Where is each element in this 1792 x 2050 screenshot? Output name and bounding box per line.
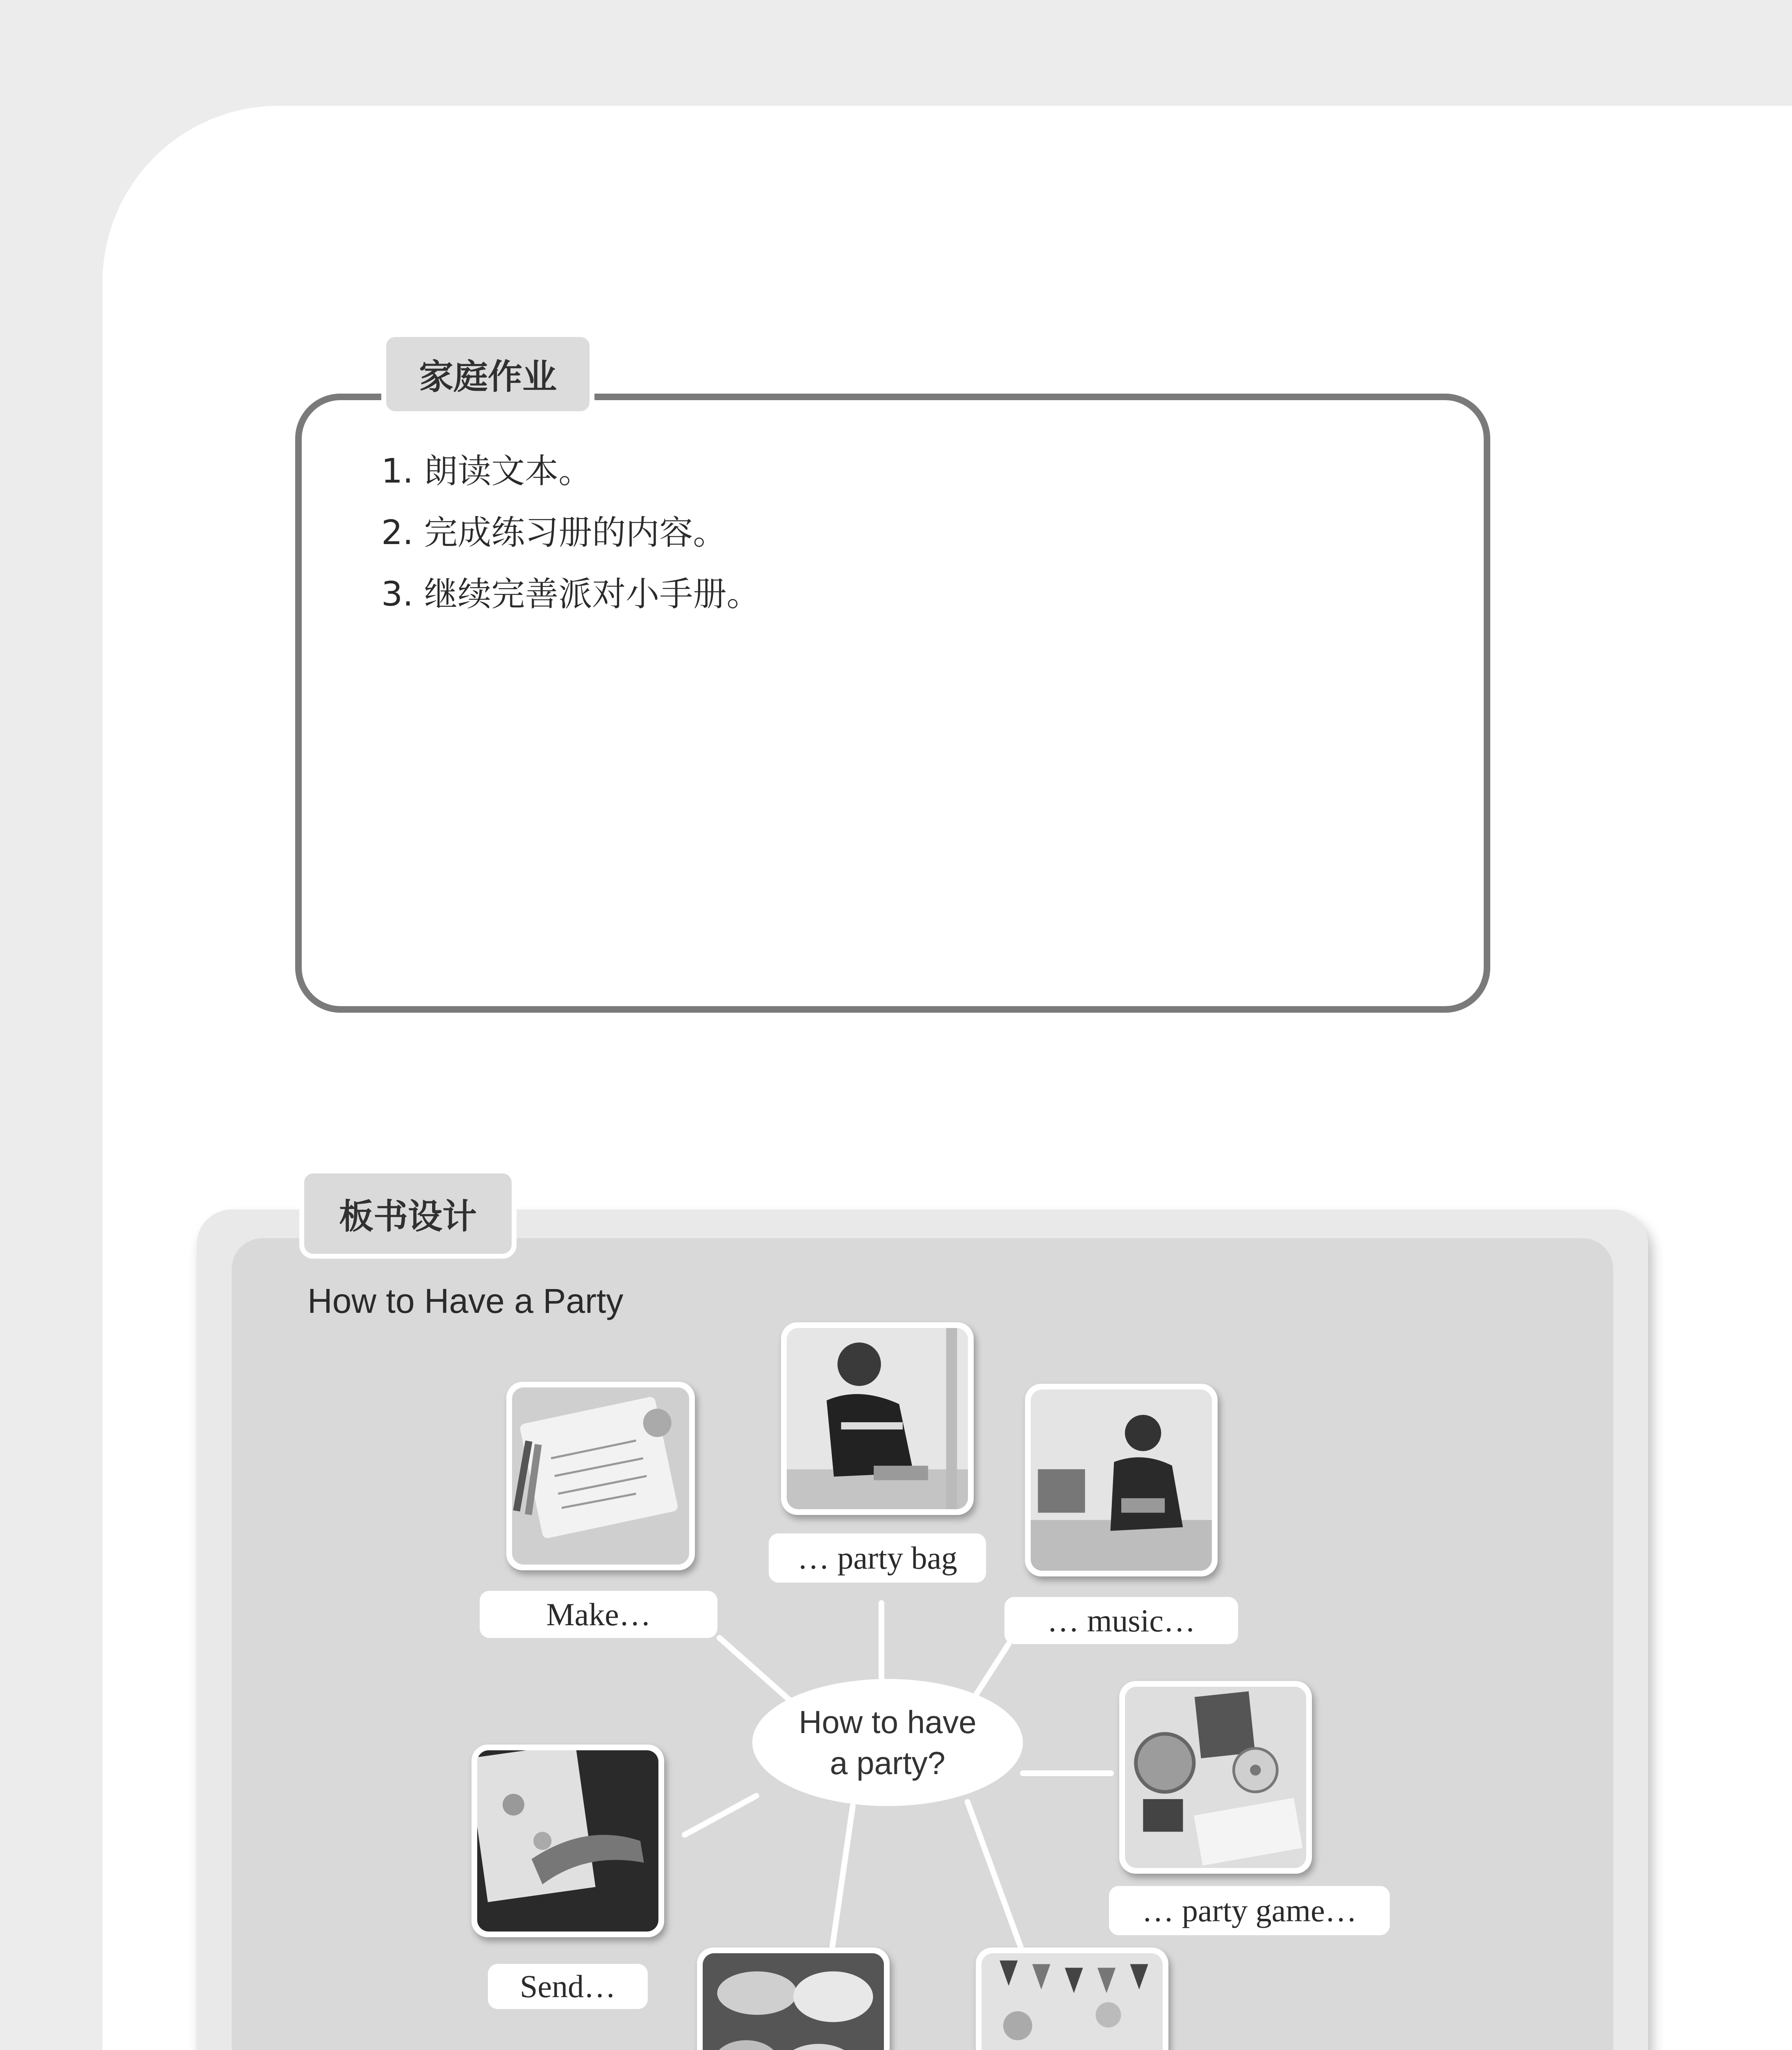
connector-make xyxy=(720,1638,791,1702)
photo-music xyxy=(1025,1384,1218,1576)
mindmap-center xyxy=(752,1679,1023,1806)
label-party-bag: … party bag xyxy=(769,1533,986,1583)
photo-party-game xyxy=(1119,1681,1312,1874)
homework-title: 家庭作业 xyxy=(381,332,594,416)
board-heading: How to Have a Party xyxy=(307,1282,624,1320)
send-image xyxy=(477,1750,658,1932)
photo-room xyxy=(976,1947,1168,2050)
photo-send xyxy=(471,1745,664,1937)
label-music: … music… xyxy=(1004,1597,1238,1644)
board-section-title: 板书设计 xyxy=(299,1168,517,1259)
photo-party-bag xyxy=(781,1322,974,1515)
connector-music xyxy=(972,1644,1009,1702)
room-image xyxy=(981,1953,1163,2050)
party-bag-image xyxy=(787,1328,968,1509)
homework-item: 2. 完成练习册的内容。 xyxy=(381,513,727,552)
homework-item: 1. 朗读文本。 xyxy=(381,452,592,491)
photo-invitation xyxy=(506,1382,695,1570)
label-make: Make… xyxy=(480,1591,717,1638)
homework-item: 3. 继续完善派对小手册。 xyxy=(381,575,761,614)
invitation-image xyxy=(512,1387,689,1565)
connector-food xyxy=(832,1806,853,1947)
mindmap-center-line2: a party? xyxy=(830,1745,945,1781)
photo-food xyxy=(697,1947,890,2050)
label-party-game: … party game… xyxy=(1109,1886,1390,1935)
food-image xyxy=(703,1953,884,2050)
connector-room xyxy=(968,1802,1021,1947)
music-image xyxy=(1031,1389,1212,1571)
connector-send xyxy=(685,1796,756,1835)
mindmap-center-line1: How to have xyxy=(799,1704,977,1740)
party-game-image xyxy=(1125,1687,1306,1868)
label-send: Send… xyxy=(488,1964,648,2009)
